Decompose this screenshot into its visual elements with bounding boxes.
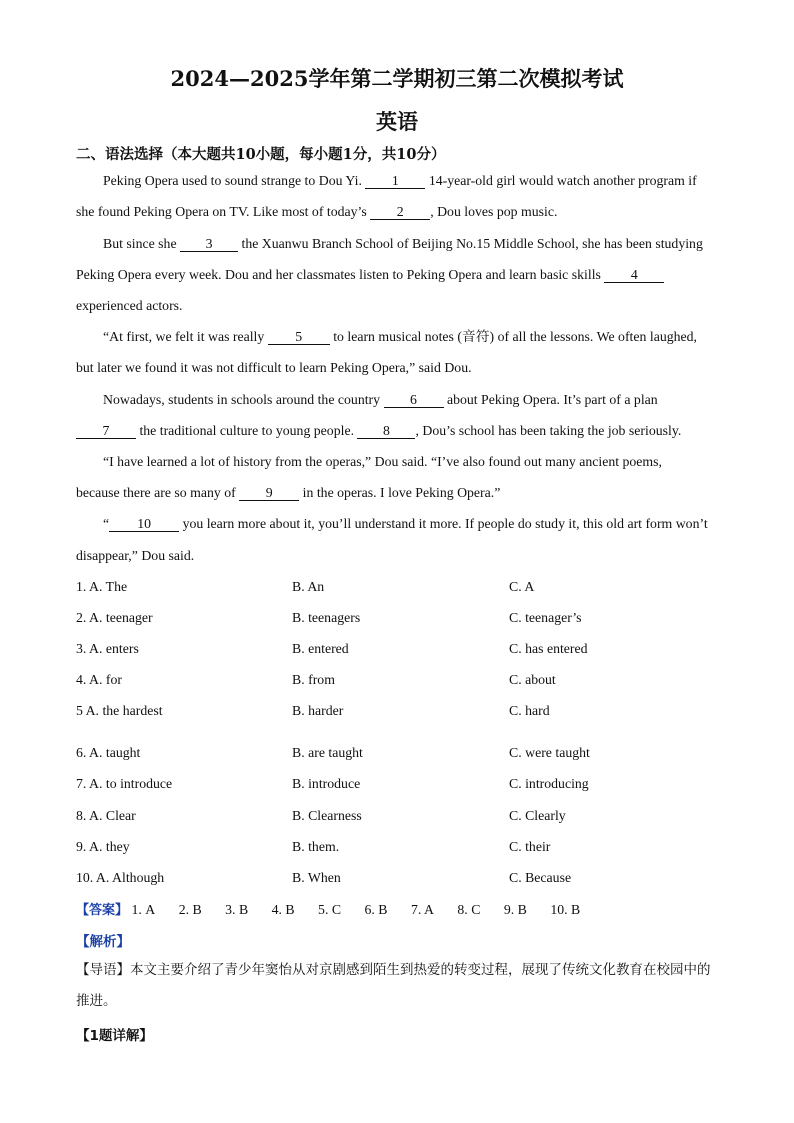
passage-line: experienced actors. (76, 298, 183, 313)
blank-3: 3 (180, 236, 238, 252)
exam-title: 2024—2025学年第二学期初三第二次模拟考试 (170, 66, 624, 91)
option-a: 5 A. the hardest (76, 703, 163, 718)
option-b: B. from (292, 672, 335, 687)
passage-line: Peking Opera used to sound strange to Dou Yi. 1 14-year-old girl would watch another program if (103, 173, 697, 188)
option-c: C. hard (509, 703, 550, 718)
passage-line: disappear,” Dou said. (76, 548, 195, 563)
option-a: 1. A. The (76, 579, 128, 594)
answer-line (76, 899, 600, 918)
guide-text: 【导语】本文主要介绍了青少年窦怡从对京剧感到陌生到热爱的转变过程，展现了传统文化教育在校园中的推进。 (76, 962, 711, 1009)
answer-item: 2. B (178, 902, 202, 917)
passage-line: “ 10 you learn more about it, you’ll understand it more. If people do study it, this old art form won’t (103, 516, 708, 531)
passage-line: “I have learned a lot of history from the operas,” Dou said. “I’ve also found out many ancient poems, (103, 454, 662, 469)
answer-item: 6. B (364, 902, 388, 917)
answer-item: 10. B (550, 902, 581, 917)
option-b: B. are taught (292, 745, 363, 760)
option-b: B. Clearness (292, 808, 362, 823)
option-a: 3. A. enters (76, 641, 139, 656)
option-a: 8. A. Clear (76, 808, 136, 823)
option-a: 9. A. they (76, 839, 130, 854)
option-b: B. teenagers (292, 610, 361, 625)
option-b: B. An (292, 579, 325, 594)
subject-title: 英语 (376, 109, 418, 134)
option-b: B. them. (292, 839, 340, 854)
blank-6: 6 (384, 392, 444, 408)
answer-item: 1. A (131, 902, 156, 917)
blank-2: 2 (370, 204, 430, 220)
option-c: C. were taught (509, 745, 590, 760)
answer-item: 5. C (318, 902, 342, 917)
answer-item: 8. C (457, 902, 481, 917)
passage-line: but later we found it was not difficult to learn Peking Opera,” said Dou. (76, 360, 472, 375)
option-b: B. When (292, 870, 341, 885)
option-c: C. Clearly (509, 808, 566, 823)
option-b: B. harder (292, 703, 344, 718)
blank-8: 8 (357, 423, 415, 439)
answer-item: 3. B (225, 902, 249, 917)
passage-line: because there are so many of 9 in the operas. I love Peking Opera.” (76, 485, 501, 500)
option-c: C. their (509, 839, 551, 854)
passage-line: Peking Opera every week. Dou and her classmates listen to Peking Opera and learn basic skills 4 (76, 266, 664, 284)
option-c: C. about (509, 672, 556, 687)
question-1-detail-heading: 【1题详解】 (76, 1028, 153, 1044)
passage-line: 7 the traditional culture to young people. 8 , Dou’s school has been taking the job seriously. (76, 422, 681, 440)
option-c: C. has entered (509, 641, 588, 656)
option-c: C. introducing (509, 776, 589, 791)
answer-item: 9. B (503, 902, 527, 917)
option-a: 2. A. teenager (76, 610, 153, 625)
passage-line: “At first, we felt it was really 5 to learn musical notes (音符) of all the lessons. We often laughed, (103, 329, 697, 344)
option-a: 6. A. taught (76, 745, 141, 760)
passage-line: But since she 3 the Xuanwu Branch School of Beijing No.15 Middle School, she has been studying (103, 236, 703, 251)
option-a: 10. A. Although (76, 870, 165, 885)
analysis-label: 【解析】 (76, 934, 130, 950)
passage-line: Nowadays, students in schools around the country 6 about Peking Opera. It’s part of a plan (103, 392, 658, 407)
blank-1: 1 (365, 173, 425, 189)
option-b: B. entered (292, 641, 349, 656)
option-c: C. teenager’s (509, 610, 582, 625)
blank-4: 4 (604, 267, 664, 283)
blank-9: 9 (239, 485, 299, 501)
blank-10: 10 (109, 516, 179, 532)
section-heading: 二、语法选择（本大题共10小题，每小题1分，共10分） (76, 146, 446, 163)
answer-item: 4. B (271, 902, 295, 917)
option-c: C. Because (509, 870, 572, 885)
passage-line: she found Peking Opera on TV. Like most of today’s 2 , Dou loves pop music. (76, 204, 558, 219)
option-b: B. introduce (292, 776, 361, 791)
answer-item: 7. A (410, 902, 434, 917)
blank-5: 5 (268, 329, 330, 345)
answer-label: 【答案】 (76, 903, 129, 918)
blank-7: 7 (76, 423, 136, 439)
option-a: 7. A. to introduce (76, 776, 173, 791)
option-c: C. A (509, 579, 535, 594)
option-a: 4. A. for (76, 672, 122, 687)
